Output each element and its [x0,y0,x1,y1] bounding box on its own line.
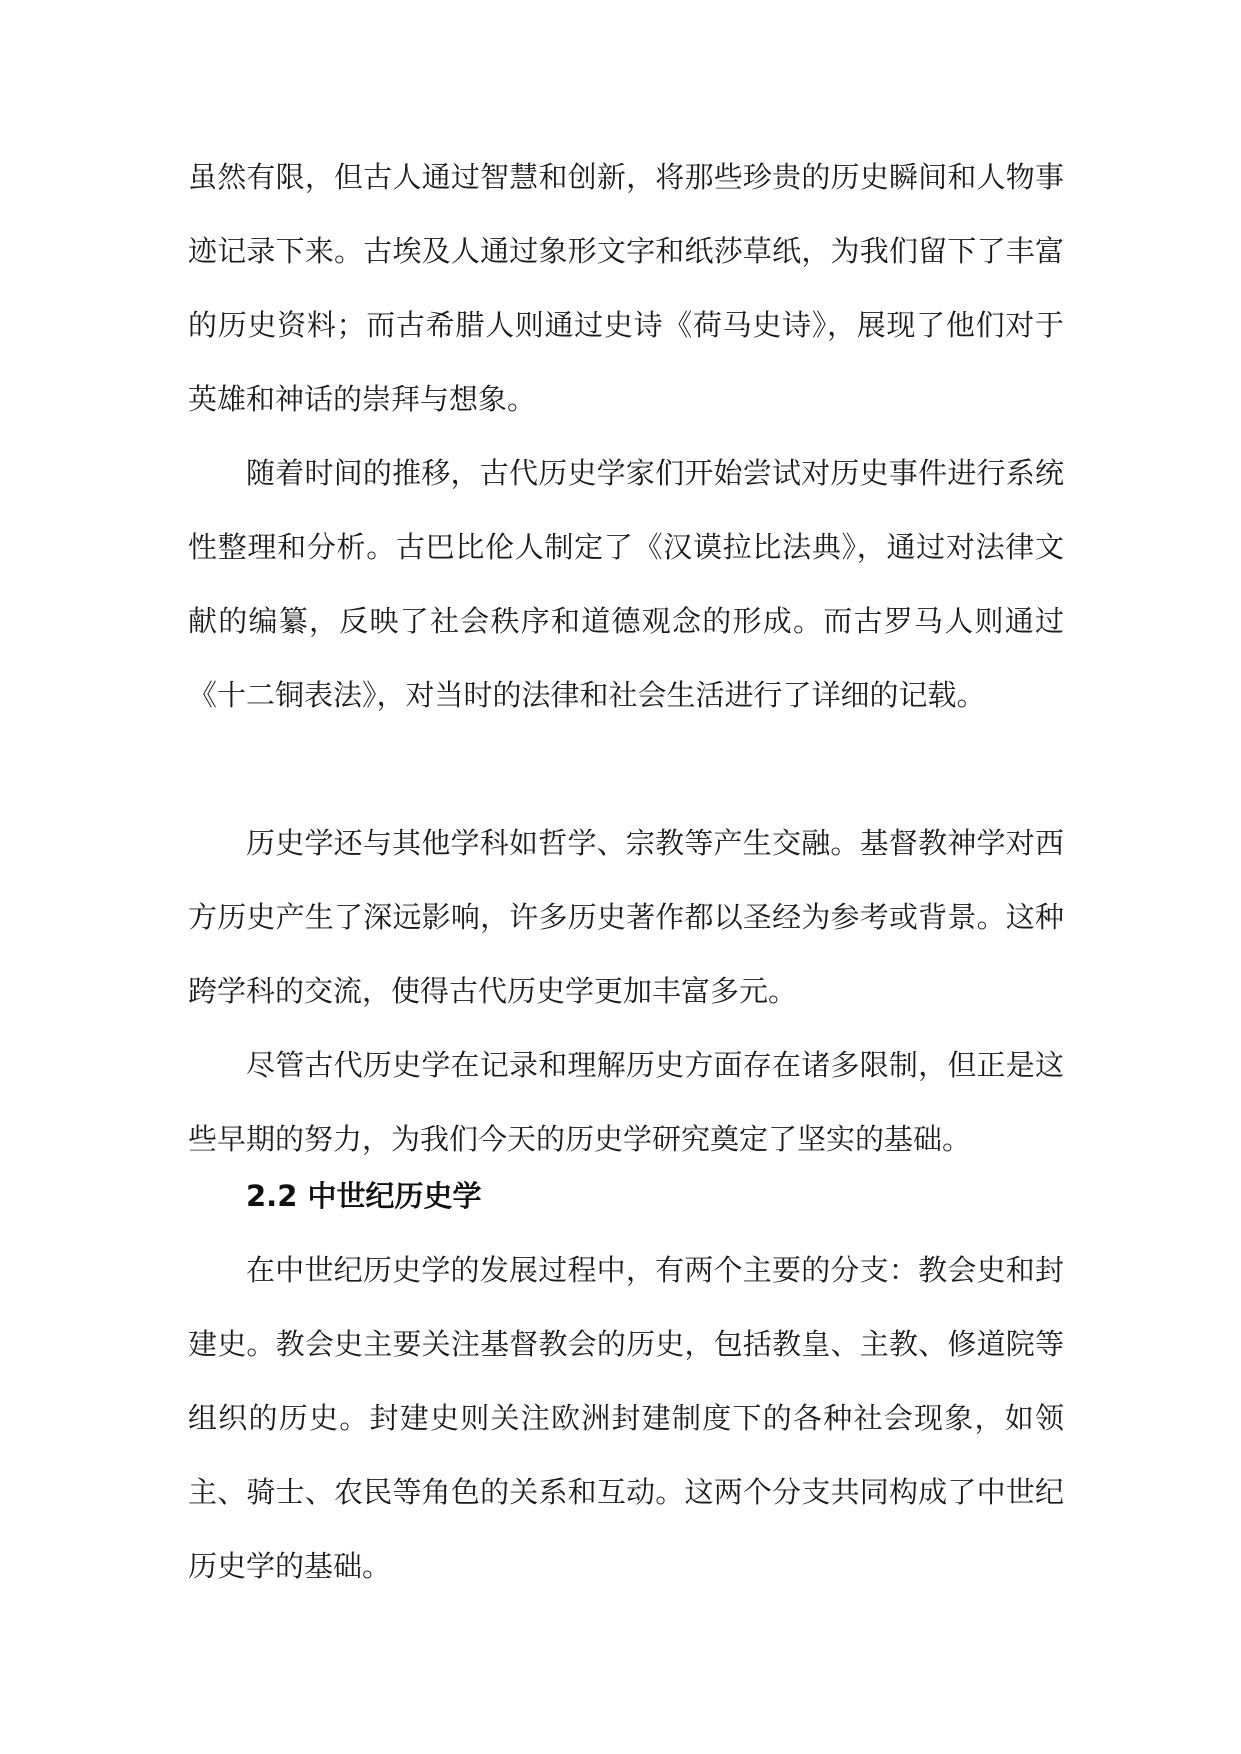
section-heading: 2.2 中世纪历史学 [246,1179,482,1213]
paragraph-foundation: 尽管古代历史学在记录和理解历史方面存在诸多限制，但正是这些早期的努力，为我们今天的历史学研究奠定了坚实的基础。 [188,1048,1064,1156]
paragraph-medieval-branches: 在中世纪历史学的发展过程中，有两个主要的分支：教会史和封建史。教会史主要关注基督教会的历史，包括教皇、主教、修道院等组织的历史。封建史则关注欧洲封建制度下的各种社会现象，如领主、骑士、农民等角色的关系和互动。这两个分支共同构成了中世纪历史学的基础。 [188,1253,1064,1583]
paragraph-continuation: 虽然有限，但古人通过智慧和创新，将那些珍贵的历史瞬间和人物事迹记录下来。古埃及人通过象形文字和纸莎草纸，为我们留下了丰富的历史资料；而古希腊人则通过史诗《荷马史诗》，展现了他们对于英雄和神话的崇拜与想象。 [188,160,1064,416]
paragraph-systematic-history: 随着时间的推移，古代历史学家们开始尝试对历史事件进行系统性整理和分析。古巴比伦人制定了《汉谟拉比法典》，通过对法律文献的编纂，反映了社会秩序和道德观念的形成。而古罗马人则通过《十二铜表法》，对当时的法律和社会生活进行了详细的记载。 [188,456,1064,712]
paragraph-interdisciplinary: 历史学还与其他学科如哲学、宗教等产生交融。基督教神学对西方历史产生了深远影响，许多历史著作都以圣经为参考或背景。这种跨学科的交流，使得古代历史学更加丰富多元。 [188,826,1064,1008]
